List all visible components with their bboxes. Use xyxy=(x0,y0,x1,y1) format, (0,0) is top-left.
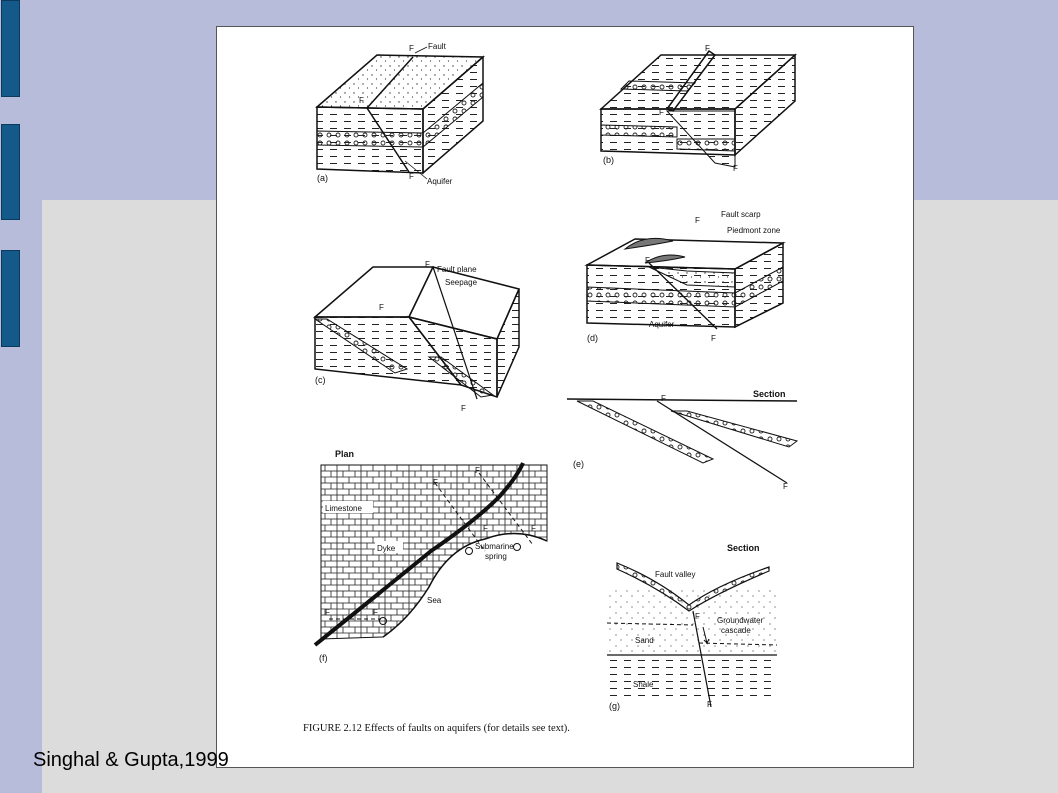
panel-a-label: (a) xyxy=(317,173,328,183)
panel-g-shale-label: Shale xyxy=(633,680,654,689)
citation-text: Singhal & Gupta,1999 xyxy=(33,749,229,771)
panel-e xyxy=(567,389,797,491)
slide-left-band xyxy=(0,0,42,793)
panel-c xyxy=(315,260,519,413)
panel-c-f-top: F xyxy=(425,260,430,269)
panel-b-f-mid: F xyxy=(659,108,664,117)
panel-g xyxy=(607,543,777,711)
panel-f-label: (f) xyxy=(319,653,328,663)
slide-tab-2 xyxy=(1,124,20,220)
panel-d-aquifer-label: Aquifer xyxy=(649,320,675,329)
panel-c-label: (c) xyxy=(315,375,326,385)
panel-f-sea-label: Sea xyxy=(427,596,442,605)
panel-d-fault-scarp-label: Fault scarp xyxy=(721,210,761,219)
panel-f-f-3: F xyxy=(483,524,488,533)
panel-d-f-bottom: F xyxy=(711,334,716,343)
figure-caption: FIGURE 2.12 Effects of faults on aquifers (for details see text). xyxy=(303,723,570,734)
panel-a xyxy=(317,42,483,186)
figure-image xyxy=(216,26,914,768)
panel-f-submarine-label: Submarine xyxy=(475,542,514,551)
slide-tab-1 xyxy=(1,0,20,97)
panel-f-dyke-label: Dyke xyxy=(377,544,396,553)
panel-e-f-top: F xyxy=(661,394,666,403)
panel-a-f-top: F xyxy=(409,44,414,53)
panel-g-f-top: F xyxy=(695,612,700,621)
panel-g-sand-label: Sand xyxy=(635,636,654,645)
panel-b xyxy=(601,44,795,173)
panel-f-spring-label: spring xyxy=(485,552,507,561)
panel-f xyxy=(315,449,547,663)
panel-g-section-label: Section xyxy=(727,543,760,553)
panel-b-label: (b) xyxy=(603,155,614,165)
panel-d xyxy=(587,210,783,343)
panel-c-f-mid: F xyxy=(379,303,384,312)
panel-f-limestone-label: Limestone xyxy=(325,504,362,513)
panel-g-label: (g) xyxy=(609,701,620,711)
panel-g-shale-area xyxy=(607,655,777,701)
panel-b-f-bottom: F xyxy=(733,164,738,173)
panel-e-f-bottom: F xyxy=(783,482,788,491)
panel-e-section-label: Section xyxy=(753,389,786,399)
panel-f-plan-label: Plan xyxy=(335,449,355,459)
panel-g-f-bottom: F xyxy=(707,700,712,709)
panel-d-label: (d) xyxy=(587,333,598,343)
panel-f-f-4: F xyxy=(531,524,536,533)
panel-g-fault-valley-label: Fault valley xyxy=(655,570,696,579)
panel-f-f-2: F xyxy=(433,478,438,487)
panel-f-f-5: F xyxy=(325,608,330,617)
slide-tab-3 xyxy=(1,250,20,347)
panel-b-f-top: F xyxy=(705,44,710,53)
panel-a-aquifer-label: Aquifer xyxy=(427,177,453,186)
panel-g-cascade-label: cascade xyxy=(721,626,751,635)
panel-f-f-6: F xyxy=(373,608,378,617)
panel-a-f-mid: F xyxy=(359,96,364,105)
panel-f-f-1: F xyxy=(475,466,480,475)
panel-d-piedmont-label: Piedmont zone xyxy=(727,226,781,235)
panel-c-fault-plane-label: Fault plane xyxy=(437,265,477,274)
panel-c-f-bottom: F xyxy=(461,404,466,413)
panel-d-f-mid: F xyxy=(645,256,650,265)
figure-drawing xyxy=(217,27,913,767)
panel-d-f-top: F xyxy=(695,216,700,225)
panel-g-groundwater-label: Groundwater xyxy=(717,616,764,625)
panel-a-fault-label: Fault xyxy=(428,42,446,51)
panel-a-f-bottom: F xyxy=(409,172,414,181)
panel-c-seepage-label: Seepage xyxy=(445,278,478,287)
panel-e-label: (e) xyxy=(573,459,584,469)
